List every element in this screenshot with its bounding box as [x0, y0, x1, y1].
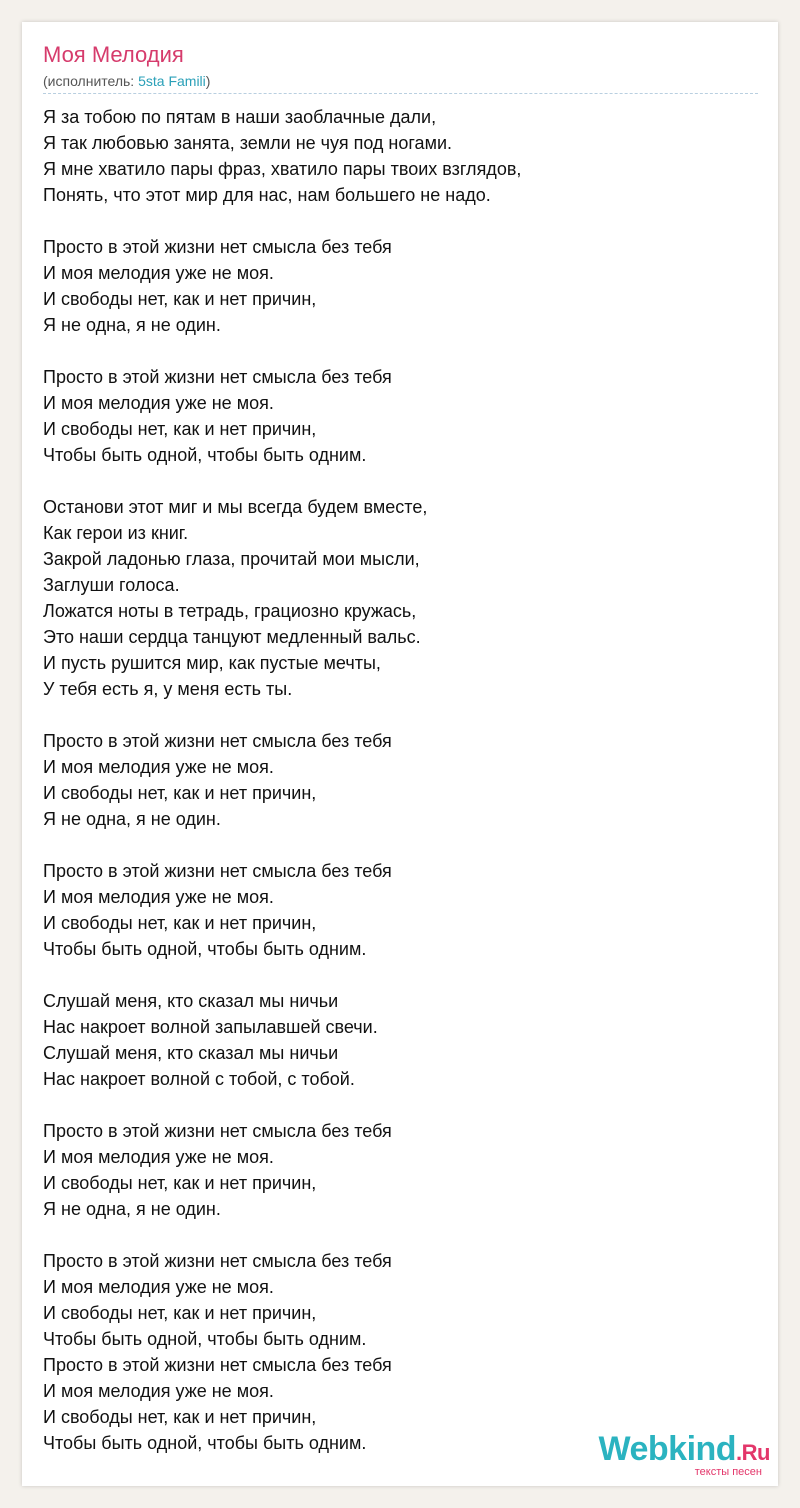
lyric-line: И свободы нет, как и нет причин, [43, 419, 317, 439]
lyric-line: И свободы нет, как и нет причин, [43, 1173, 317, 1193]
stanza-gap [43, 338, 743, 364]
artist-suffix: ) [205, 73, 211, 89]
artist-link[interactable]: 5sta Famili [138, 73, 206, 89]
lyric-line: Чтобы быть одной, чтобы быть одним. [43, 939, 367, 959]
stanza-gap [43, 832, 743, 858]
lyric-line: И моя мелодия уже не моя. [43, 263, 274, 283]
lyric-line: Останови этот миг и мы всегда будем вместе, [43, 497, 428, 517]
logo-web-text: Webkind [598, 1430, 737, 1468]
lyric-line: И моя мелодия уже не моя. [43, 757, 274, 777]
lyric-line: И свободы нет, как и нет причин, [43, 1407, 317, 1427]
lyric-line: Я не одна, я не один. [43, 809, 221, 829]
lyric-line: Просто в этой жизни нет смысла без тебя [43, 861, 392, 881]
lyric-line: И пусть рушится мир, как пустые мечты, [43, 653, 381, 673]
lyric-line: И свободы нет, как и нет причин, [43, 1303, 317, 1323]
lyric-line: Просто в этой жизни нет смысла без тебя [43, 1121, 392, 1141]
lyric-line: Это наши сердца танцуют медленный вальс. [43, 627, 421, 647]
lyric-line: Я не одна, я не один. [43, 315, 221, 335]
lyric-line: Нас накроет волной с тобой, с тобой. [43, 1069, 355, 1089]
logo-wordmark [599, 1432, 771, 1470]
lyric-line: Я так любовью занята, земли не чуя под ногами. [43, 133, 452, 153]
lyric-line: И свободы нет, как и нет причин, [43, 783, 317, 803]
lyric-line: Я за тобою по пятам в наши заоблачные дали, [43, 107, 437, 127]
lyric-line: Просто в этой жизни нет смысла без тебя [43, 367, 392, 387]
stanza-gap [43, 468, 743, 494]
lyrics-card [22, 22, 778, 1486]
logo-tagline: тексты песен [694, 1466, 762, 1478]
lyric-line: И свободы нет, как и нет причин, [43, 913, 317, 933]
lyric-line: И моя мелодия уже не моя. [43, 1147, 274, 1167]
lyric-line: И моя мелодия уже не моя. [43, 1381, 274, 1401]
lyric-line: Слушай меня, кто сказал мы ничьи [43, 991, 339, 1011]
lyric-line: Понять, что этот мир для нас, нам большего не надо. [43, 185, 491, 205]
lyric-line: И моя мелодия уже не моя. [43, 1277, 274, 1297]
lyric-line: И моя мелодия уже не моя. [43, 393, 274, 413]
lyric-line: Просто в этой жизни нет смысла без тебя [43, 237, 392, 257]
lyric-line: Просто в этой жизни нет смысла без тебя [43, 1355, 392, 1375]
stanza-gap [43, 1092, 743, 1118]
lyric-line: Закрой ладонью глаза, прочитай мои мысли, [43, 549, 420, 569]
lyric-line: Я не одна, я не один. [43, 1199, 221, 1219]
lyric-line: Чтобы быть одной, чтобы быть одним. [43, 1329, 367, 1349]
lyric-line: Как герои из книг. [43, 523, 189, 543]
logo-tld-text: .Ru [736, 1440, 770, 1465]
stanza-gap [43, 962, 743, 988]
lyric-line: Ложатся ноты в тетрадь, грациозно кружась, [43, 601, 417, 621]
artist-prefix: (исполнитель: [43, 73, 139, 89]
song-title: Моя Мелодия [43, 42, 184, 67]
lyric-line: Просто в этой жизни нет смысла без тебя [43, 1251, 392, 1271]
lyric-line: Просто в этой жизни нет смысла без тебя [43, 731, 392, 751]
artist-line [43, 73, 210, 89]
lyric-line: И свободы нет, как и нет причин, [43, 289, 317, 309]
stanza-gap [43, 702, 743, 728]
stanza-gap [43, 208, 743, 234]
lyric-line: Я мне хватило пары фраз, хватило пары твоих взглядов, [43, 159, 522, 179]
lyric-line: Чтобы быть одной, чтобы быть одним. [43, 445, 367, 465]
lyrics-body [43, 104, 743, 1456]
stanza-gap [43, 1222, 743, 1248]
lyric-line: Нас накроет волной запылавшей свечи. [43, 1017, 378, 1037]
lyric-line: И моя мелодия уже не моя. [43, 887, 274, 907]
lyric-line: Чтобы быть одной, чтобы быть одним. [43, 1433, 367, 1453]
lyric-line: Слушай меня, кто сказал мы ничьи [43, 1043, 339, 1063]
site-logo [599, 1432, 771, 1478]
lyric-line: Заглуши голоса. [43, 575, 180, 595]
title-divider [43, 93, 758, 94]
lyric-line: У тебя есть я, у меня есть ты. [43, 679, 293, 699]
